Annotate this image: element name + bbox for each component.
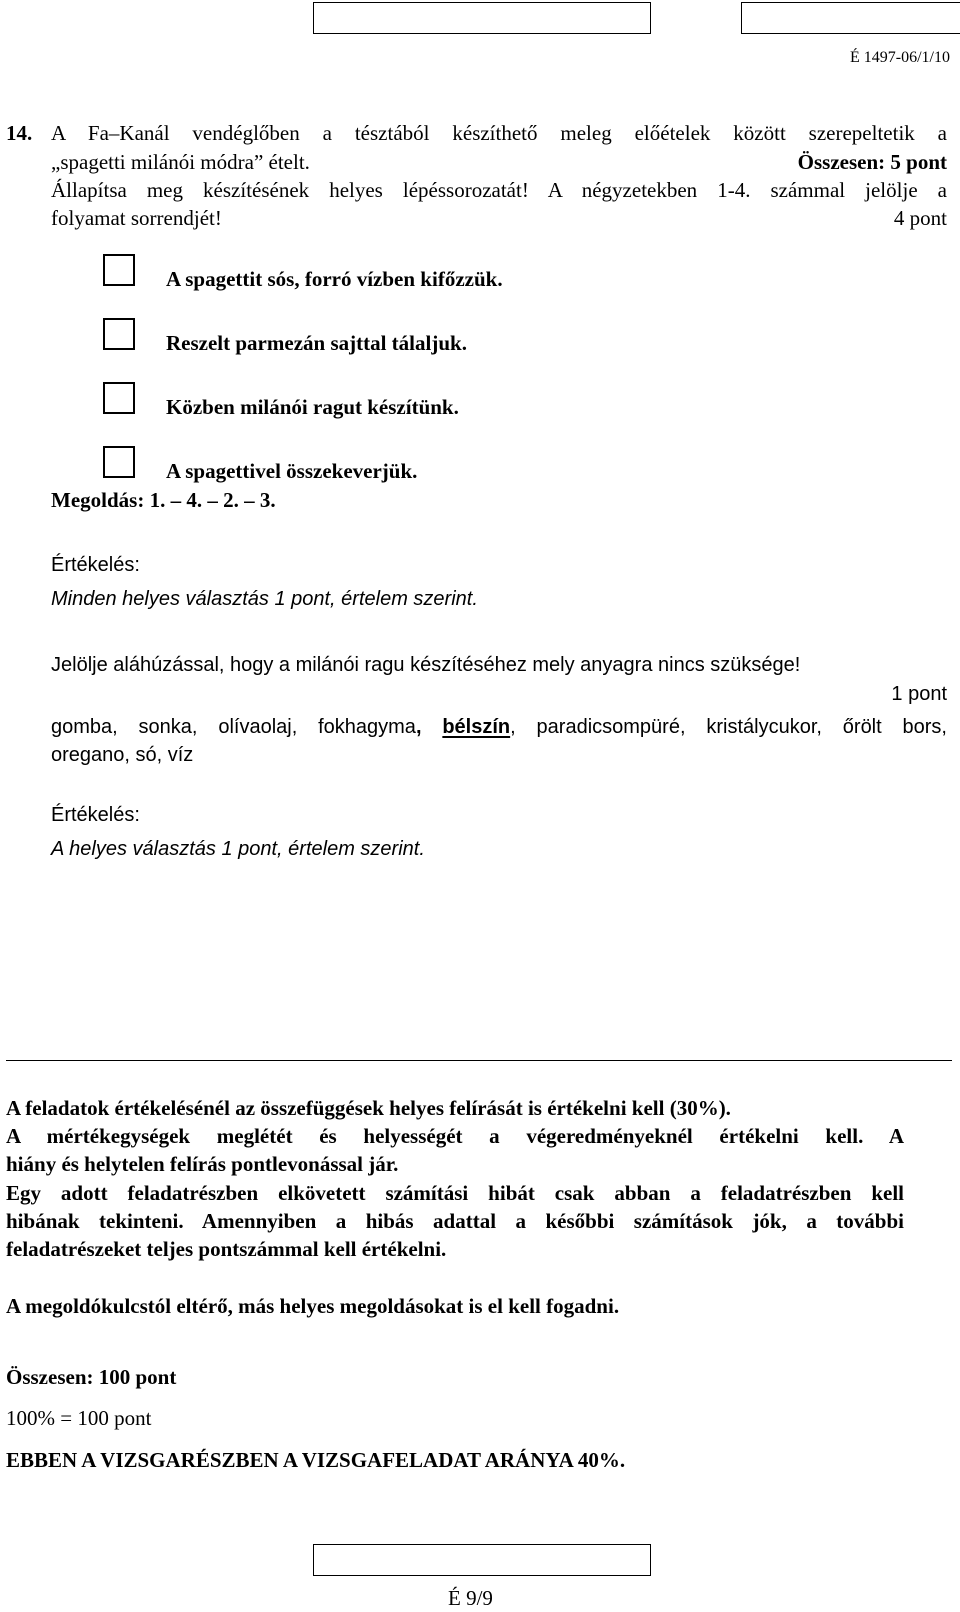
question-2-points: 1 pont bbox=[891, 683, 947, 705]
step-2-checkbox[interactable] bbox=[103, 318, 135, 350]
ingredients-line-2: oregano, só, víz bbox=[51, 744, 194, 766]
section-divider bbox=[6, 1060, 952, 1061]
rules-line-4: Egy adott feladatrészben elkövetett számítási hibát csak abban a feladatrészben kell bbox=[6, 1181, 904, 1205]
footer-page-number: É 9/9 bbox=[448, 1586, 493, 1610]
ingredients-answer: bélszín bbox=[442, 716, 511, 738]
task-line-4-points: 4 pont bbox=[893, 206, 947, 230]
ingredients-comma: , bbox=[415, 716, 422, 738]
rules-line-3: hiány és helytelen felírás pontlevonással jár. bbox=[6, 1152, 399, 1176]
task-line-4: folyamat sorrendjét! bbox=[51, 206, 222, 230]
evaluation-text-2: A helyes választás 1 pont, értelem szerint. bbox=[51, 838, 425, 860]
step-3-checkbox[interactable] bbox=[103, 382, 135, 414]
rules-line-2: A mértékegységek meglétét és helyességét a végeredményeknél értékelni kell. A bbox=[6, 1124, 904, 1148]
task-total-points: Összesen: 5 pont bbox=[797, 150, 947, 174]
step-4-text: A spagettivel összekeverjük. bbox=[166, 459, 418, 483]
summary-percent: 100% = 100 pont bbox=[6, 1406, 152, 1430]
task-line-1: A Fa–Kanál vendéglőben a tésztából készíthető meleg előételek között szerepeltetik a bbox=[51, 121, 947, 145]
header-box-right bbox=[741, 2, 960, 34]
summary-total: Összesen: 100 pont bbox=[6, 1365, 177, 1389]
evaluation-label-1: Értékelés: bbox=[51, 554, 140, 576]
ingredients-list-start: gomba, sonka, olívaolaj, fokhagyma bbox=[51, 716, 416, 738]
evaluation-text-1: Minden helyes választás 1 pont, értelem szerint. bbox=[51, 588, 478, 610]
step-1-checkbox[interactable] bbox=[103, 254, 135, 286]
header-code: É 1497-06/1/10 bbox=[850, 49, 950, 66]
ingredients-line-1 bbox=[51, 713, 947, 741]
rules-line-5: hibának tekinteni. Amennyiben a hibás adattal a későbbi számítások jók, a további bbox=[6, 1209, 904, 1233]
task-line-3: Állapítsa meg készítésének helyes lépéssorozatát! A négyzetekben 1-4. számmal jelölje a bbox=[51, 178, 947, 202]
task-number: 14. bbox=[6, 121, 33, 145]
footer-box bbox=[313, 1544, 651, 1576]
step-4-checkbox[interactable] bbox=[103, 446, 135, 478]
step-2-text: Reszelt parmezán sajttal tálaljuk. bbox=[166, 331, 467, 355]
rules-line-6: feladatrészeket teljes pontszámmal kell értékelni. bbox=[6, 1237, 447, 1261]
rules-line-1: A feladatok értékelésénél az összefüggések helyes felírását is értékelni kell (30%). bbox=[6, 1096, 731, 1120]
summary-ratio: EBBEN A VIZSGARÉSZBEN A VIZSGAFELADAT ARÁNYA 40%. bbox=[6, 1448, 626, 1472]
evaluation-label-2: Értékelés: bbox=[51, 804, 140, 826]
ingredients-list-end: , paradicsompüré, kristálycukor, őrölt bors, bbox=[510, 716, 947, 738]
rules-line-7: A megoldókulcstól eltérő, más helyes megoldásokat is el kell fogadni. bbox=[6, 1294, 620, 1318]
header-box-left bbox=[313, 2, 651, 34]
question-2-text: Jelölje aláhúzással, hogy a milánói ragu készítéséhez mely anyagra nincs szüksége! bbox=[51, 654, 801, 676]
step-3-text: Közben milánói ragut készítünk. bbox=[166, 395, 459, 419]
task-line-2: „spagetti milánói módra” ételt. bbox=[51, 150, 310, 174]
step-1-text: A spagettit sós, forró vízben kifőzzük. bbox=[166, 267, 503, 291]
solution-text: Megoldás: 1. – 4. – 2. – 3. bbox=[51, 488, 276, 512]
